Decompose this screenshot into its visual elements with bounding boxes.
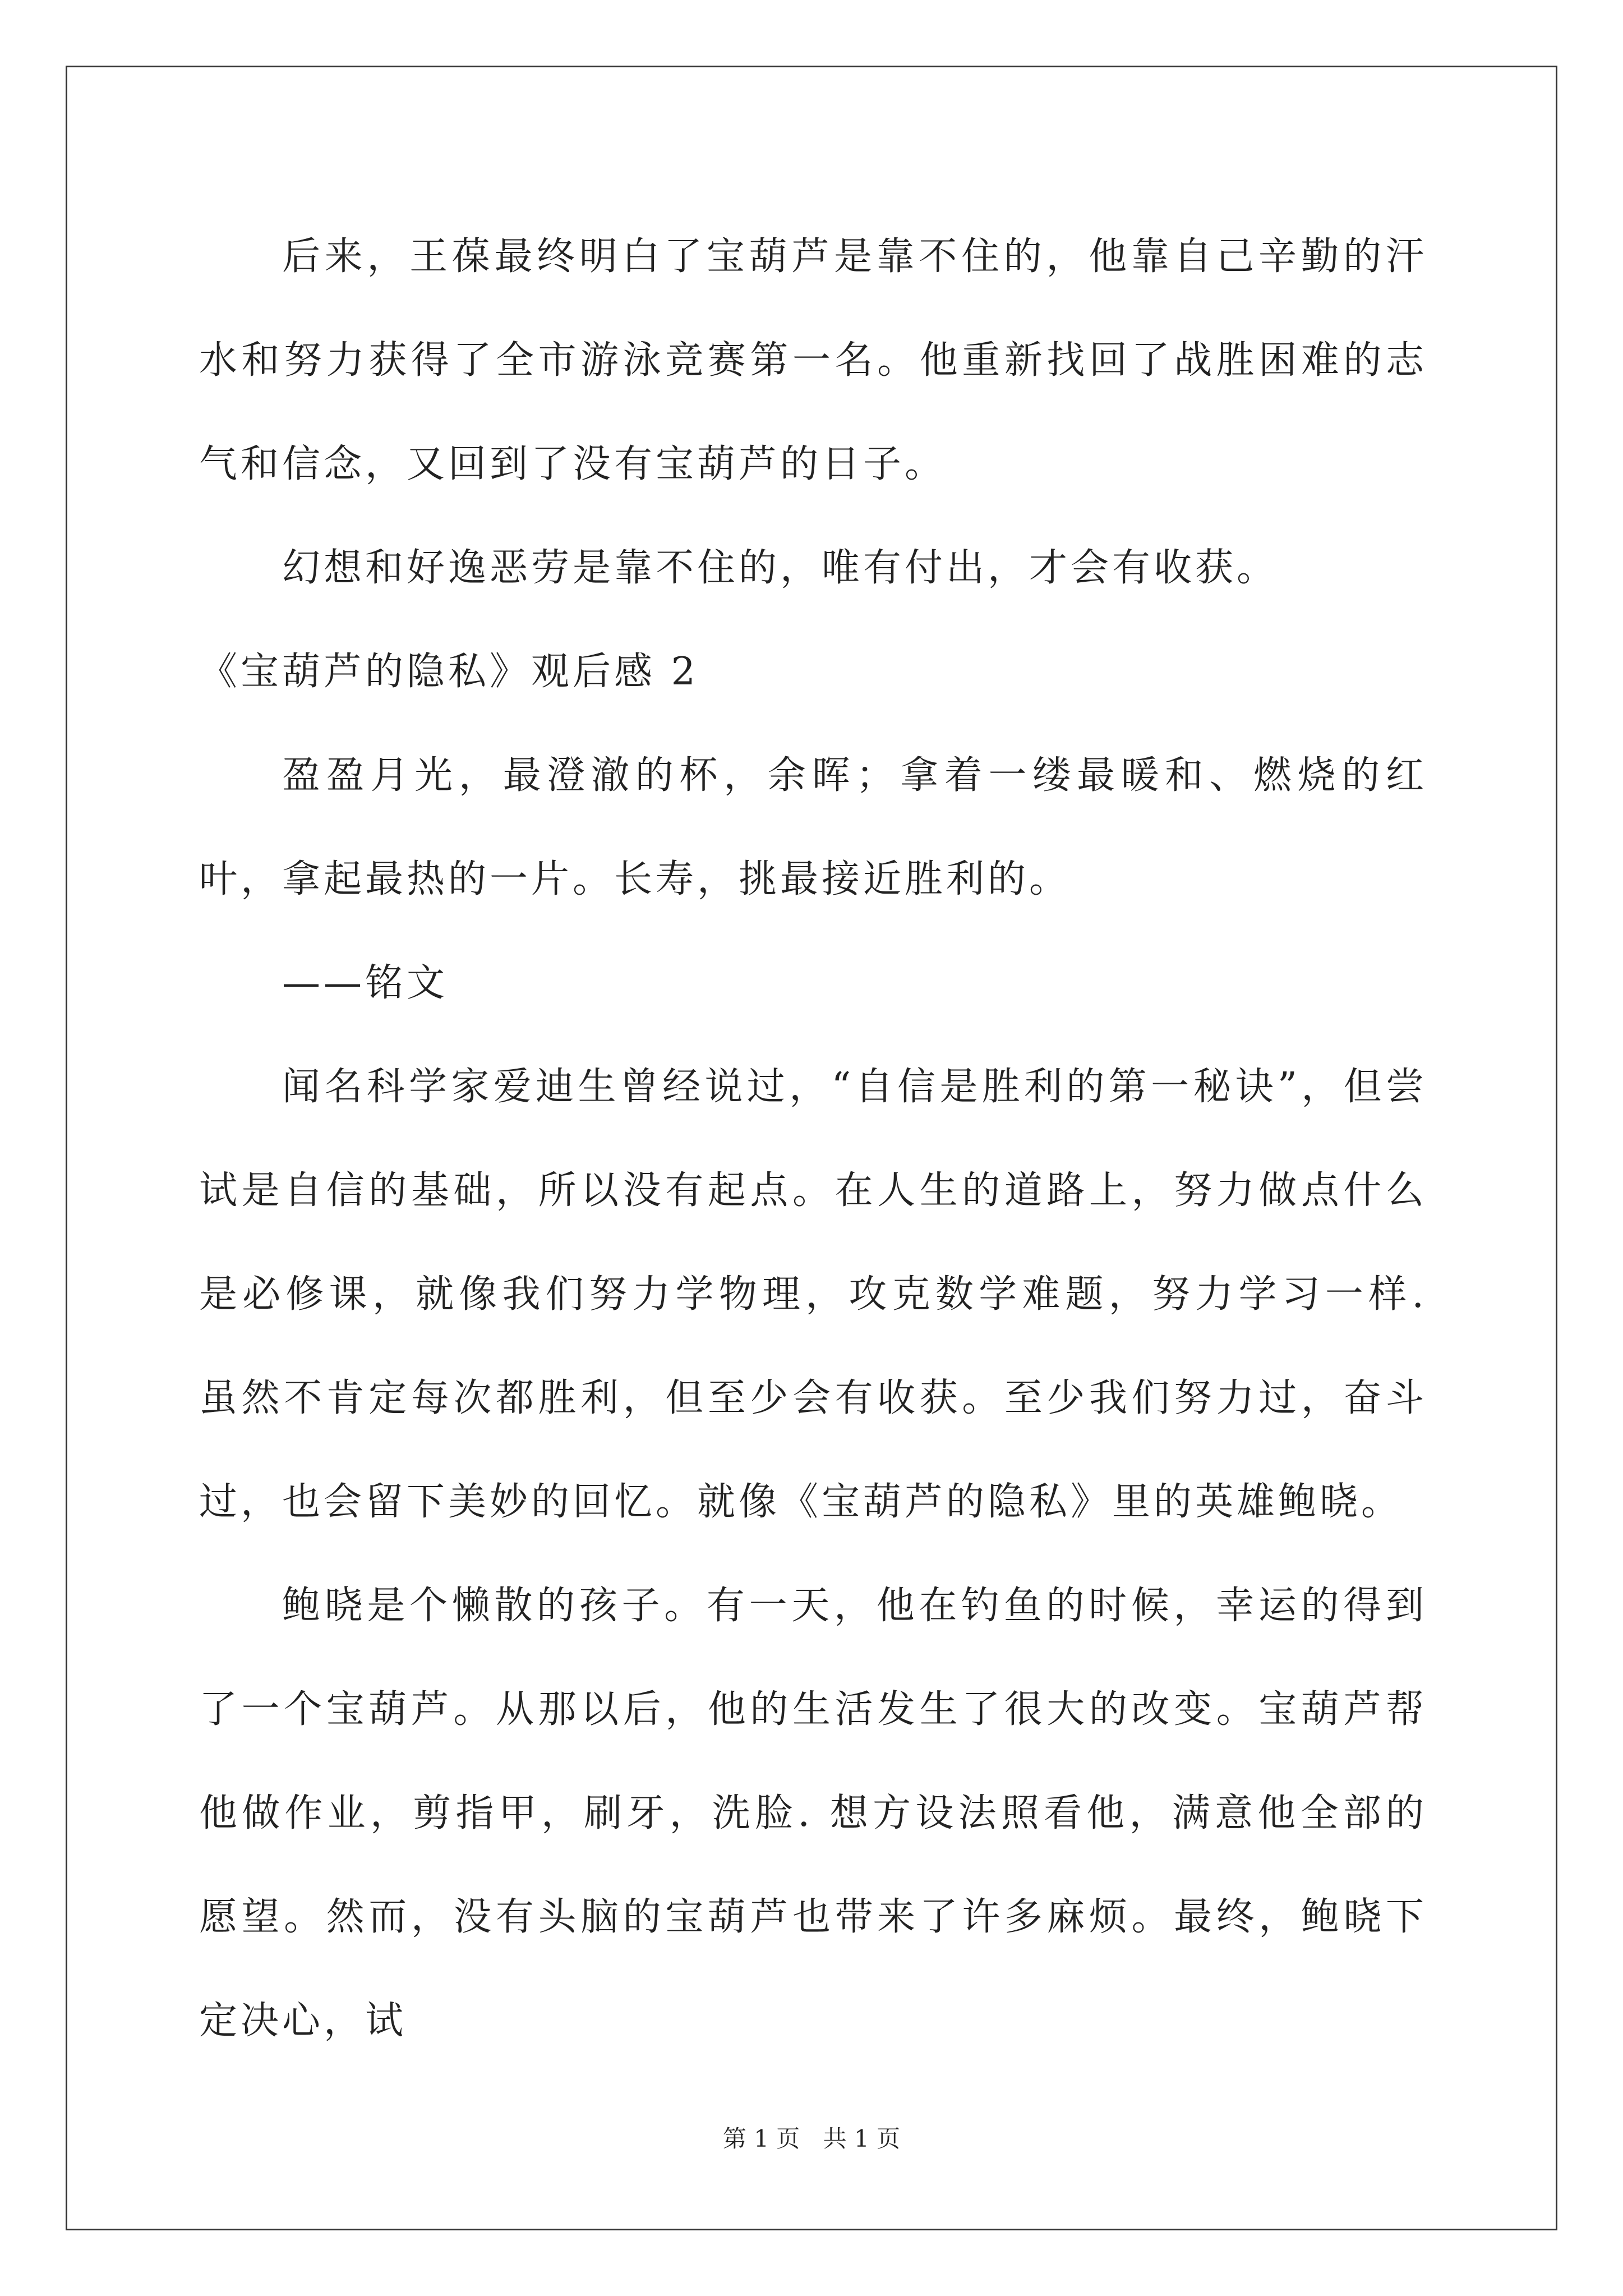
section-title: 《宝葫芦的隐私》观后感 2: [199, 650, 699, 694]
page-total: 共 1 页: [823, 2125, 901, 2152]
document-body: [199, 205, 1427, 2073]
page-number: 第 1 页: [722, 2125, 800, 2152]
paragraph: 鲍晓是个懒散的孩子。有一天，他在钓鱼的时候，幸运的得到了一个宝葫芦。从那以后，他的生活发生了很大的改变。宝葫芦帮他做作业，剪指甲，刷牙，洗脸. 想方设法照看他，满意他全部的愿望。然而，没有头脑的宝葫芦也带来了许多麻烦。最终，鲍晓下定决心，试: [199, 1584, 1427, 2043]
paragraph: 盈盈月光，最澄澈的杯，余晖；拿着一缕最暖和、燃烧的红叶，拿起最热的一片。长寿，挑最接近胜利的。: [199, 753, 1427, 901]
paragraph: 幻想和好逸恶劳是靠不住的，唯有付出，才会有收获。: [282, 546, 1279, 590]
inscription-attribution: ——铭文: [282, 961, 449, 1005]
paragraph: 闻名科学家爱迪生曾经说过，“自信是胜利的第一秘诀”，但尝试是自信的基础，所以没有起点。在人生的道路上，努力做点什么是必修课，就像我们努力学物理，攻克数学难题，努力学习一样. 虽然不肯定每次都胜利，但至少会有收获。至少我们努力过，奋斗过，也会留下美妙的回忆。就像《宝葫芦的隐私》里的英雄鲍晓。: [199, 1065, 1427, 1524]
page-footer: [0, 2123, 1623, 2155]
paragraph: 后来，王葆最终明白了宝葫芦是靠不住的，他靠自己辛勤的汗水和努力获得了全市游泳竞赛第一名。他重新找回了战胜困难的志气和信念，又回到了没有宝葫芦的日子。: [199, 234, 1427, 486]
